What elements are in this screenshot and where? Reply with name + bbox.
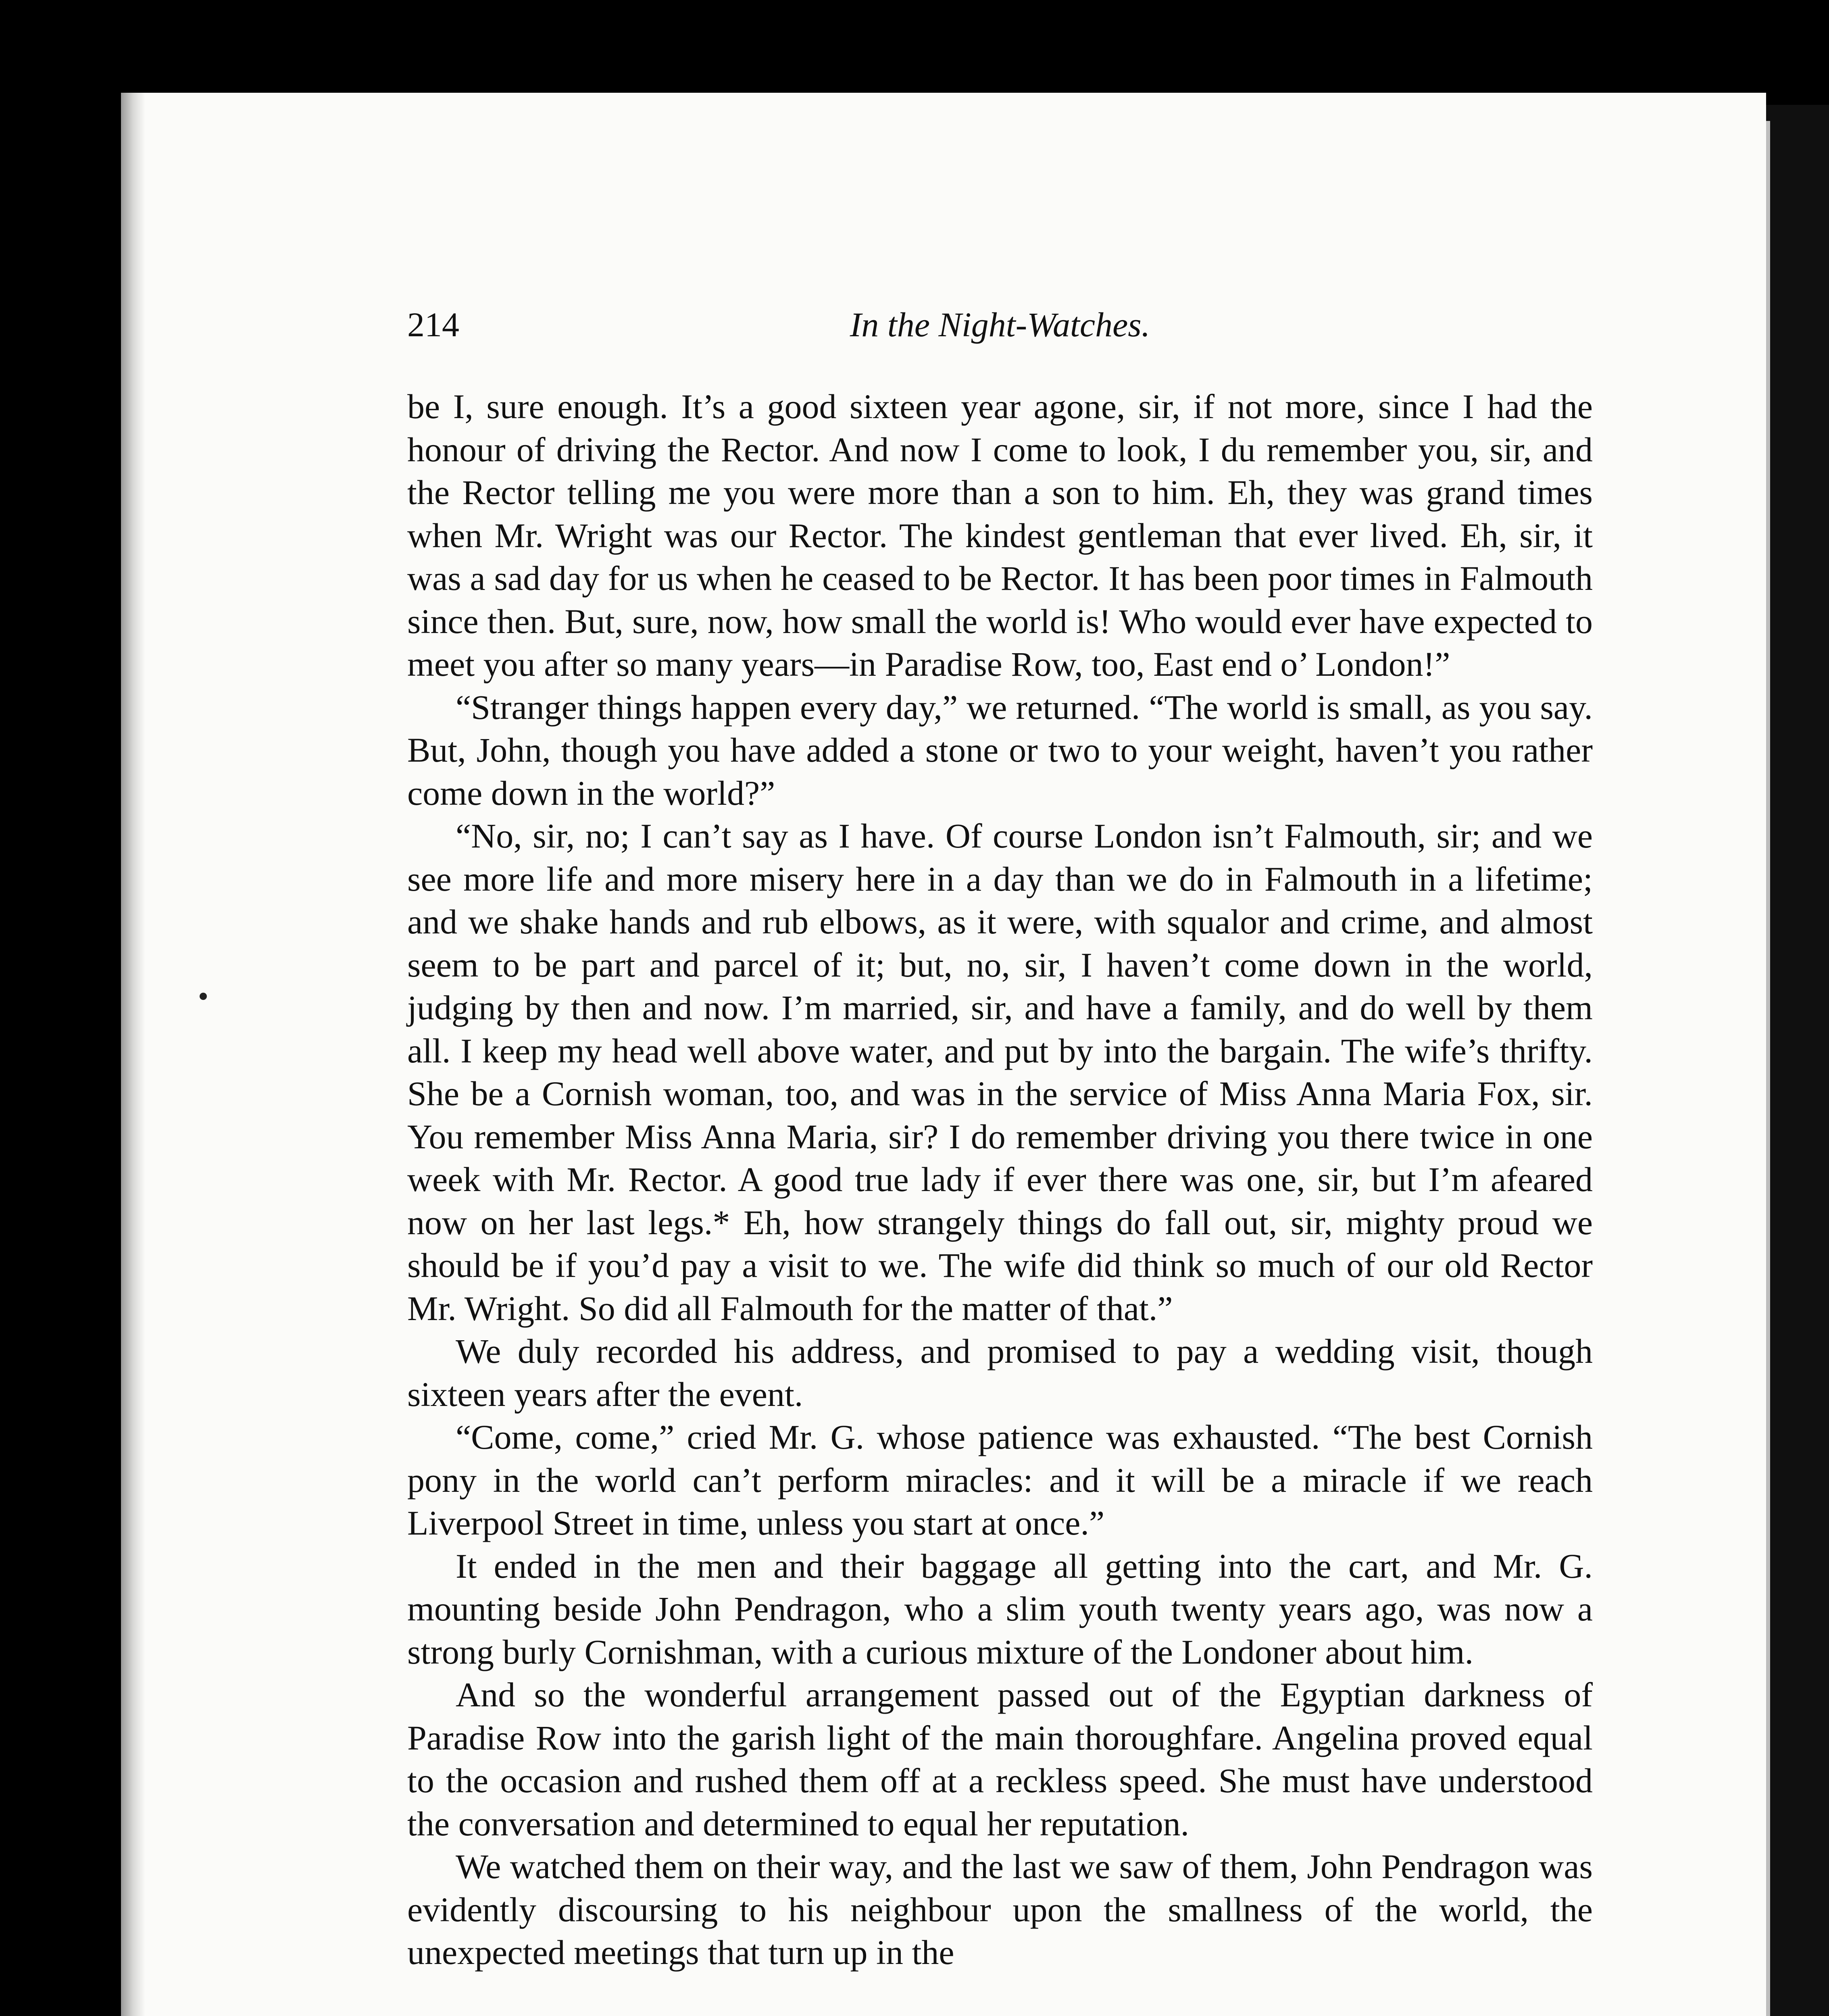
paragraph-stranger-things: “Stranger things happen every day,” we returned. “The world is small, as you say. But, John, though you have added a stone or two to your weight, haven’t you rather come down in the world?” xyxy=(407,687,1593,812)
paragraph-it-ended: It ended in the men and their baggage all getting into the cart, and Mr. G. mounting beside John Pendragon, who a slim youth twenty years ago, was now a strong burly Cornishman, with a curious mixture of the Londoner about him. xyxy=(407,1546,1593,1671)
page-gutter-shadow xyxy=(121,93,145,2016)
paragraph-watched-them: We watched them on their way, and the last we saw of them, John Pendragon was evidently discoursing to his neighbour upon the smallness of the world, the unexpected meetings that turn up in the xyxy=(407,1847,1593,1972)
facing-page-edge xyxy=(1766,105,1829,2016)
page-number: 214 xyxy=(407,305,459,344)
body-text xyxy=(407,385,1593,1974)
paragraph-come-come: “Come, come,” cried Mr. G. whose patience was exhausted. “The best Cornish pony in the world can’t perform miracles: and it will be a miracle if we reach Liverpool Street in time, unless you start at once.” xyxy=(407,1418,1593,1542)
paragraph-continuation: be I, sure enough. It’s a good sixteen year agone, sir, if not more, since I had the honour of driving the Rector. And now I come to look, I du remember you, sir, and the Rector telling me you were more than a son to him. Eh, they was grand times when Mr. Wright was our Rector. The kindest gentleman that ever lived. Eh, sir, it was a sad day for us when he ceased to be Rector. It has been poor times in Falmouth since then. But, sure, now, how small the world is! Who would ever have expected to meet you after so many years—in Paradise Row, too, East end o’ London!” xyxy=(407,387,1593,683)
facing-page-edge-highlight xyxy=(1766,121,1770,2016)
paragraph-arrangement-passed: And so the wonderful arrangement passed out of the Egyptian darkness of Paradise Row into the garish light of the main thoroughfare. Angelina proved equal to the occasion and rushed them off at a reckless speed. She must have understood the conversation and determined to equal her reputation. xyxy=(407,1675,1593,1843)
paragraph-no-sir: “No, sir, no; I can’t say as I have. Of course London isn’t Falmouth, sir; and we see more life and more misery here in a day than we do in Falmouth in a lifetime; and we shake hands and rub elbows, as it were, with squalor and crime, and almost seem to be part and parcel of it; but, no, sir, I haven’t come down in the world, judging by then and now. I’m married, sir, and have a family, and do well by them all. I keep my head well above water, and put by into the bargain. The wife’s thrifty. She be a Cornish woman, too, and was in the service of Miss Anna Maria Fox, sir. You remember Miss Anna Maria, sir? I do remember driving you there twice in one week with Mr. Rector. A good true lady if ever there was one, sir, but I’m afeared now on her last legs.* Eh, how strangely things do fall out, sir, mighty proud we should be if you’d pay a visit to we. The wife did think so much of our old Rector Mr. Wright. So did all Falmouth for the matter of that.” xyxy=(407,816,1593,1328)
running-title: In the Night-Watches. xyxy=(850,305,1150,344)
paragraph-recorded-address: We duly recorded his address, and promised to pay a wedding visit, though sixteen years after the event. xyxy=(407,1332,1593,1414)
running-head xyxy=(407,300,1593,349)
ink-speck xyxy=(200,993,207,1000)
